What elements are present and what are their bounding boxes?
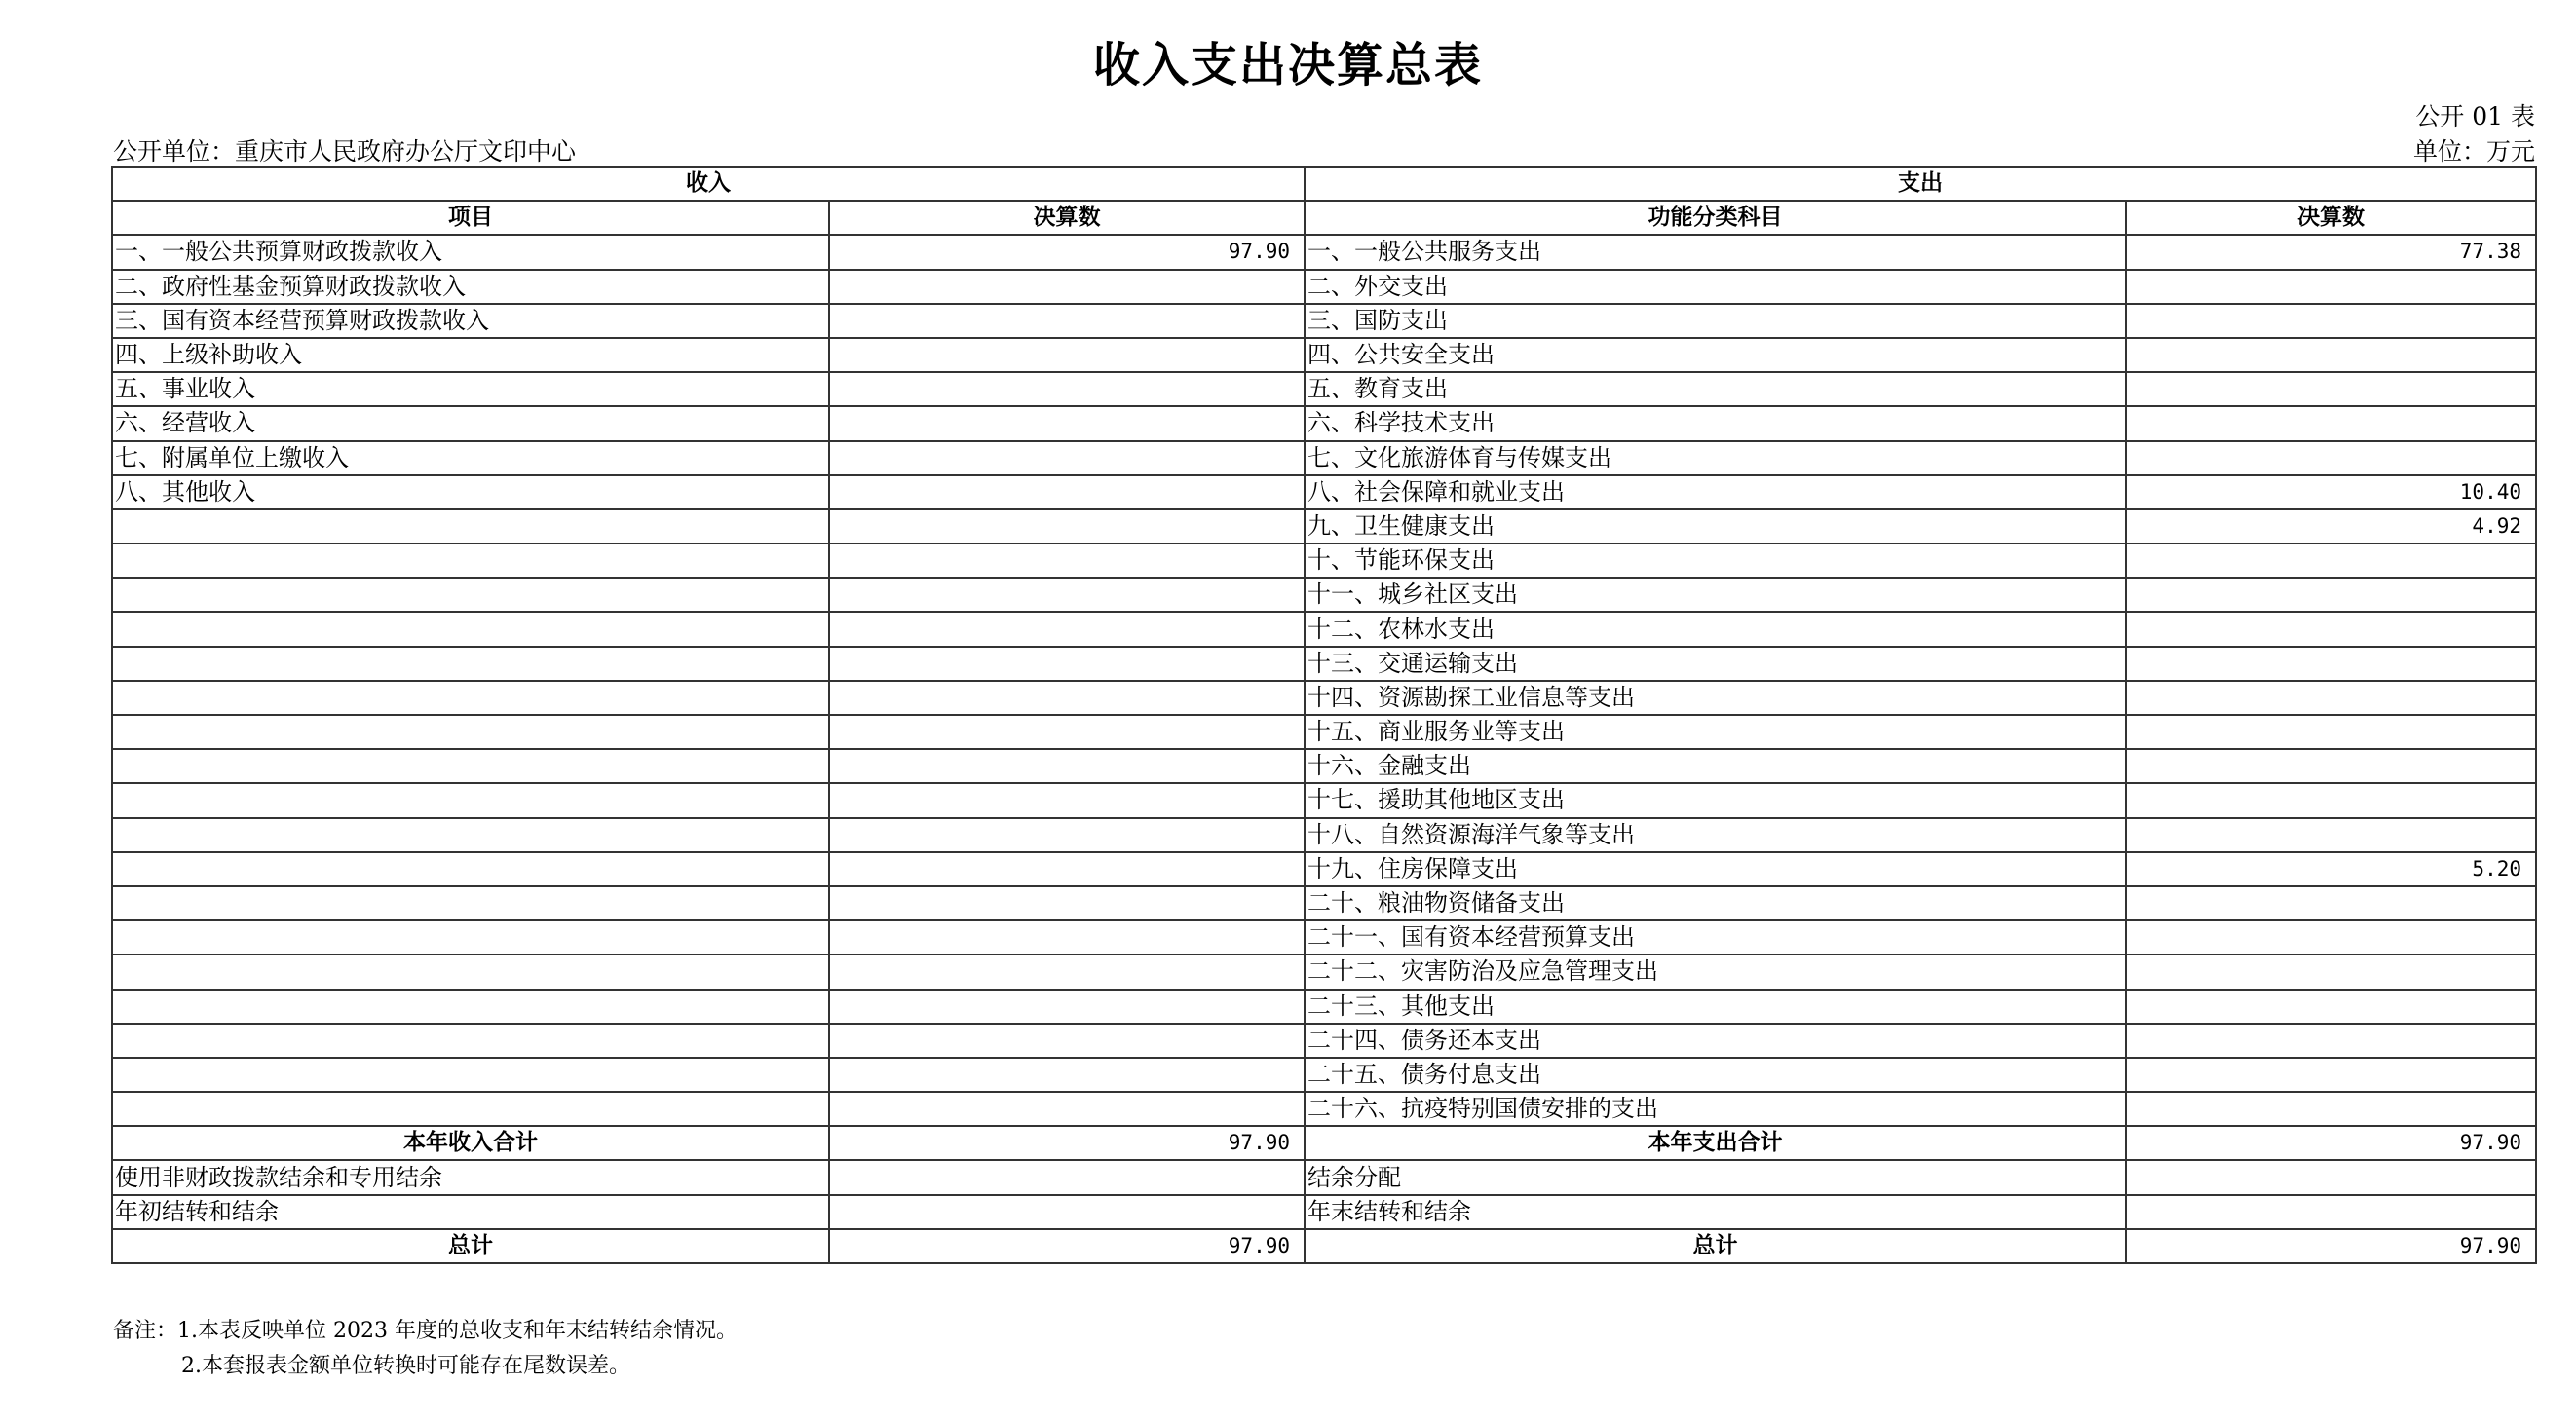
table-row xyxy=(112,338,2536,372)
income-amount-cell xyxy=(829,1195,1305,1229)
notes xyxy=(113,1314,738,1384)
income-item-cell xyxy=(112,783,829,817)
expense-amount-cell: 77.38 xyxy=(2126,235,2536,269)
income-item-cell: 二、政府性基金预算财政拨款收入 xyxy=(112,270,829,304)
expense-item-cell: 十八、自然资源海洋气象等支出 xyxy=(1305,818,2126,852)
table-row xyxy=(112,578,2536,612)
expense-item-cell: 九、卫生健康支出 xyxy=(1305,509,2126,543)
table-row xyxy=(112,990,2536,1024)
expense-amount-cell xyxy=(2126,783,2536,817)
table-row xyxy=(112,954,2536,989)
expense-amount-cell xyxy=(2126,1160,2536,1194)
income-item-cell xyxy=(112,954,829,989)
income-item-cell: 三、国有资本经营预算财政拨款收入 xyxy=(112,304,829,338)
income-amount-cell xyxy=(829,1024,1305,1058)
expense-item-cell: 四、公共安全支出 xyxy=(1305,338,2126,372)
income-item-cell: 本年收入合计 xyxy=(112,1126,829,1160)
income-amount-cell xyxy=(829,647,1305,681)
expense-item-cell: 一、一般公共服务支出 xyxy=(1305,235,2126,269)
income-item-cell xyxy=(112,715,829,749)
expense-amount-cell xyxy=(2126,372,2536,406)
income-amount-cell xyxy=(829,612,1305,646)
income-amount-cell: 97.90 xyxy=(829,1126,1305,1160)
income-item-cell xyxy=(112,1024,829,1058)
income-item-cell xyxy=(112,818,829,852)
income-item-cell: 八、其他收入 xyxy=(112,475,829,509)
table-row xyxy=(112,441,2536,475)
expense-item-cell: 二十六、抗疫特别国债安排的支出 xyxy=(1305,1092,2126,1126)
table-row xyxy=(112,886,2536,920)
income-amount-cell xyxy=(829,954,1305,989)
income-item-cell xyxy=(112,1058,829,1092)
income-item-cell: 一、一般公共预算财政拨款收入 xyxy=(112,235,829,269)
expense-item-cell: 十、节能环保支出 xyxy=(1305,543,2126,578)
expense-item-cell: 二十二、灾害防治及应急管理支出 xyxy=(1305,954,2126,989)
income-amount-cell xyxy=(829,304,1305,338)
expense-amount-cell xyxy=(2126,990,2536,1024)
expense-amount-cell: 5.20 xyxy=(2126,852,2536,886)
table-row xyxy=(112,749,2536,783)
expense-item-cell: 三、国防支出 xyxy=(1305,304,2126,338)
income-amount-cell xyxy=(829,543,1305,578)
income-amount-cell xyxy=(829,270,1305,304)
income-item-cell: 年初结转和结余 xyxy=(112,1195,829,1229)
table-row xyxy=(112,475,2536,509)
expense-item-cell: 二、外交支出 xyxy=(1305,270,2126,304)
expense-amount-cell xyxy=(2126,406,2536,440)
income-section-header: 收入 xyxy=(112,167,1305,201)
income-item-cell xyxy=(112,612,829,646)
table-row xyxy=(112,1058,2536,1092)
expense-item-cell: 十五、商业服务业等支出 xyxy=(1305,715,2126,749)
income-amount-cell xyxy=(829,509,1305,543)
expense-amount-cell xyxy=(2126,1195,2536,1229)
expense-amount-cell: 10.40 xyxy=(2126,475,2536,509)
income-amount-cell: 97.90 xyxy=(829,1229,1305,1263)
table-row xyxy=(112,852,2536,886)
income-item-cell xyxy=(112,681,829,715)
income-amount-cell xyxy=(829,441,1305,475)
expense-item-cell: 七、文化旅游体育与传媒支出 xyxy=(1305,441,2126,475)
expense-amount-cell xyxy=(2126,1092,2536,1126)
expense-item-cell: 十二、农林水支出 xyxy=(1305,612,2126,646)
expense-item-cell: 十九、住房保障支出 xyxy=(1305,852,2126,886)
table-row xyxy=(112,235,2536,269)
expense-amount-cell xyxy=(2126,304,2536,338)
income-amount-cell xyxy=(829,475,1305,509)
income-item-cell xyxy=(112,749,829,783)
table-row xyxy=(112,406,2536,440)
income-item-cell: 六、经营收入 xyxy=(112,406,829,440)
income-amount-cell xyxy=(829,578,1305,612)
expense-item-cell: 十一、城乡社区支出 xyxy=(1305,578,2126,612)
page-title: 收入支出决算总表 xyxy=(1092,38,1483,93)
income-amount-cell: 97.90 xyxy=(829,235,1305,269)
income-amount-cell xyxy=(829,818,1305,852)
income-amount-cell xyxy=(829,920,1305,954)
section-header-row xyxy=(112,167,2536,201)
expense-amount-cell: 97.90 xyxy=(2126,1126,2536,1160)
reporting-unit: 公开单位：重庆市人民政府办公厅文印中心 xyxy=(113,137,577,166)
table-row xyxy=(112,818,2536,852)
income-amount-cell xyxy=(829,990,1305,1024)
table-row xyxy=(112,612,2536,646)
expense-amount-cell xyxy=(2126,1058,2536,1092)
expense-item-cell: 六、科学技术支出 xyxy=(1305,406,2126,440)
expense-item-cell: 五、教育支出 xyxy=(1305,372,2126,406)
income-amount-column-header: 决算数 xyxy=(829,201,1305,235)
income-amount-cell xyxy=(829,338,1305,372)
table-row xyxy=(112,647,2536,681)
expense-item-cell: 年末结转和结余 xyxy=(1305,1195,2126,1229)
expense-item-cell: 结余分配 xyxy=(1305,1160,2126,1194)
income-amount-cell xyxy=(829,681,1305,715)
income-amount-cell xyxy=(829,886,1305,920)
expense-amount-cell xyxy=(2126,612,2536,646)
expense-item-cell: 总计 xyxy=(1305,1229,2126,1263)
income-amount-cell xyxy=(829,749,1305,783)
table-row xyxy=(112,1024,2536,1058)
expense-item-cell: 十三、交通运输支出 xyxy=(1305,647,2126,681)
income-item-cell xyxy=(112,886,829,920)
income-amount-cell xyxy=(829,1058,1305,1092)
expense-amount-cell xyxy=(2126,715,2536,749)
income-amount-cell xyxy=(829,1092,1305,1126)
table-row xyxy=(112,920,2536,954)
expense-amount-cell xyxy=(2126,749,2536,783)
note-2: 2.本套报表金额单位转换时可能存在尾数误差。 xyxy=(181,1354,630,1378)
form-number: 公开 01 表 xyxy=(2415,102,2535,131)
income-item-cell: 五、事业收入 xyxy=(112,372,829,406)
expense-amount-cell xyxy=(2126,681,2536,715)
expense-amount-cell xyxy=(2126,647,2536,681)
table-row xyxy=(112,681,2536,715)
expense-amount-cell: 4.92 xyxy=(2126,509,2536,543)
income-item-cell xyxy=(112,543,829,578)
expense-item-cell: 二十、粮油物资储备支出 xyxy=(1305,886,2126,920)
income-amount-cell xyxy=(829,852,1305,886)
income-item-cell xyxy=(112,647,829,681)
table-row xyxy=(112,270,2536,304)
income-amount-cell xyxy=(829,1160,1305,1194)
expense-item-cell: 二十四、债务还本支出 xyxy=(1305,1024,2126,1058)
expense-amount-cell: 97.90 xyxy=(2126,1229,2536,1263)
expense-item-cell: 二十三、其他支出 xyxy=(1305,990,2126,1024)
income-item-cell: 使用非财政拨款结余和专用结余 xyxy=(112,1160,829,1194)
income-item-cell: 总计 xyxy=(112,1229,829,1263)
column-header-row xyxy=(112,201,2536,235)
table-row xyxy=(112,715,2536,749)
income-amount-cell xyxy=(829,783,1305,817)
year-total-row xyxy=(112,1126,2536,1160)
income-item-cell xyxy=(112,852,829,886)
expense-item-cell: 十七、援助其他地区支出 xyxy=(1305,783,2126,817)
expense-amount-cell xyxy=(2126,818,2536,852)
table-row xyxy=(112,1092,2536,1126)
currency-unit: 单位：万元 xyxy=(2412,137,2535,166)
expense-item-cell: 十四、资源勘探工业信息等支出 xyxy=(1305,681,2126,715)
table-row xyxy=(112,783,2536,817)
item-column-header: 项目 xyxy=(112,201,829,235)
table-row xyxy=(112,509,2536,543)
expense-amount-cell xyxy=(2126,886,2536,920)
income-item-cell xyxy=(112,509,829,543)
income-amount-cell xyxy=(829,406,1305,440)
expense-item-cell: 二十五、债务付息支出 xyxy=(1305,1058,2126,1092)
income-amount-cell xyxy=(829,715,1305,749)
expense-amount-cell xyxy=(2126,954,2536,989)
expense-amount-column-header: 决算数 xyxy=(2126,201,2536,235)
expense-section-header: 支出 xyxy=(1305,167,2536,201)
expense-item-cell: 八、社会保障和就业支出 xyxy=(1305,475,2126,509)
income-item-cell: 四、上级补助收入 xyxy=(112,338,829,372)
expense-item-cell: 二十一、国有资本经营预算支出 xyxy=(1305,920,2126,954)
expense-amount-cell xyxy=(2126,338,2536,372)
expense-amount-cell xyxy=(2126,441,2536,475)
table-row xyxy=(112,1160,2536,1194)
expense-amount-cell xyxy=(2126,543,2536,578)
expense-amount-cell xyxy=(2126,920,2536,954)
expense-amount-cell xyxy=(2126,270,2536,304)
expense-amount-cell xyxy=(2126,1024,2536,1058)
expense-amount-cell xyxy=(2126,578,2536,612)
table-row xyxy=(112,372,2536,406)
income-item-cell xyxy=(112,578,829,612)
income-expense-table xyxy=(111,166,2537,1264)
table-row xyxy=(112,1195,2536,1229)
function-subject-column-header: 功能分类科目 xyxy=(1305,201,2126,235)
table-row xyxy=(112,304,2536,338)
expense-item-cell: 十六、金融支出 xyxy=(1305,749,2126,783)
income-item-cell xyxy=(112,920,829,954)
income-amount-cell xyxy=(829,372,1305,406)
expense-item-cell: 本年支出合计 xyxy=(1305,1126,2126,1160)
income-item-cell xyxy=(112,990,829,1024)
income-item-cell: 七、附属单位上缴收入 xyxy=(112,441,829,475)
grand-total-row xyxy=(112,1229,2536,1263)
income-item-cell xyxy=(112,1092,829,1126)
table-row xyxy=(112,543,2536,578)
note-1: 备注：1.本表反映单位 2023 年度的总收支和年末结转结余情况。 xyxy=(113,1319,738,1343)
